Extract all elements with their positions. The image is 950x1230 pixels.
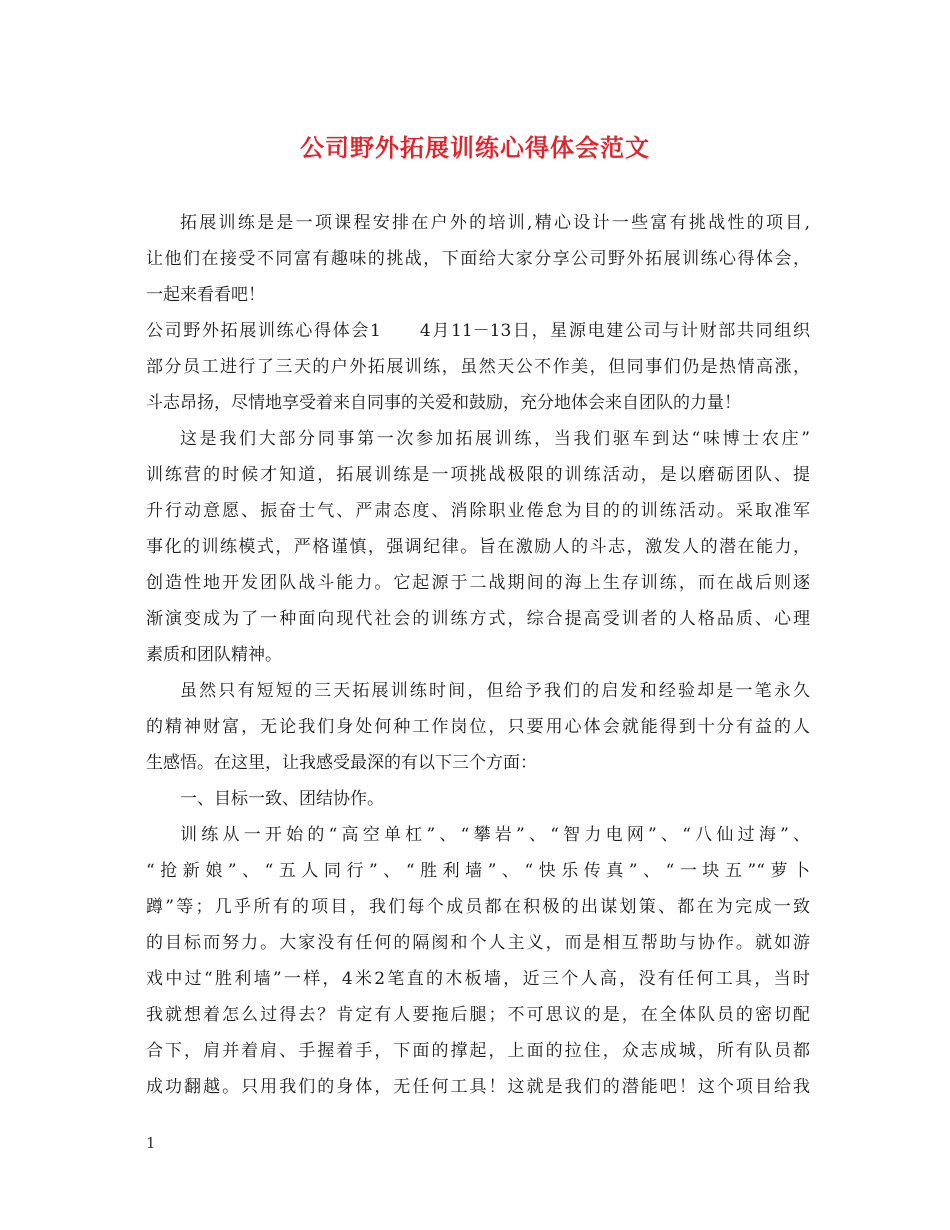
text-line: 这是我们大部分同事第一次参加拓展训练，当我们驱车到达“味博士农庄” [180,429,810,449]
text-line: 一起来看看吧！ [146,285,265,305]
text-line: 的目标而努力。大家没有任何的隔阂和个人主义，而是相互帮助与协作。就如游 [146,933,810,953]
text-line: 虽然只有短短的三天拓展训练时间，但给予我们的启发和经验却是一笔永久 [180,681,810,701]
text-line: 拓展训练是是一项课程安排在户外的培训,精心设计一些富有挑战性的项目, [180,213,810,233]
text-line: 戏中过“胜利墙”一样，4米2笔直的木板墙，近三个人高，没有任何工具，当时 [146,969,810,989]
text-line: 生感悟。在这里，让我感受最深的有以下三个方面： [146,753,537,773]
document-title: 公司野外拓展训练心得体会范文 [300,133,650,162]
text-line: 让他们在接受不同富有趣味的挑战，下面给大家分享公司野外拓展训练心得体会， [146,249,810,269]
text-line: 公司野外拓展训练心得体会1 4月11－13日，星源电建公司与计财部共同组织 [146,321,810,341]
text-line: 渐演变成为了一种面向现代社会的训练方式，综合提高受训者的人格品质、心理 [146,609,810,629]
text-line: 斗志昂扬，尽情地享受着来自同事的关爱和鼓励，充分地体会来自团队的力量！ [146,393,741,413]
text-line: 创造性地开发团队战斗能力。它起源于二战期间的海上生存训练，而在战后则逐 [146,573,810,593]
text-line: 蹲”等；几乎所有的项目，我们每个成员都在积极的出谋划策、都在为完成一致 [146,897,810,917]
page-number: 1 [146,1134,156,1152]
text-line: 合下，肩并着肩、手握着手，下面的撑起，上面的拉住，众志成城，所有队员都 [146,1041,810,1061]
text-line: 我就想着怎么过得去？肯定有人要拖后腿；不可思议的是，在全体队员的密切配 [146,1005,810,1025]
text-line: 部分员工进行了三天的户外拓展训练，虽然天公不作美，但同事们仍是热情高涨， [146,357,810,377]
text-line: “抢新娘”、“五人同行”、“胜利墙”、“快乐传真”、“一块五”“萝卜 [146,861,810,881]
document-body [146,205,810,1105]
text-line: 素质和团队精神。 [146,645,282,665]
text-line: 的精神财富，无论我们身处何种工作岗位，只要用心体会就能得到十分有益的人 [146,717,810,737]
text-line: 成功翻越。只用我们的身体，无任何工具！这就是我们的潜能吧！这个项目给我 [146,1077,810,1097]
text-line: 训练从一开始的“高空单杠”、“攀岩”、“智力电网”、“八仙过海”、 [180,825,810,845]
text-line: 一、目标一致、团结协作。 [180,789,384,809]
text-line: 训练营的时候才知道，拓展训练是一项挑战极限的训练活动，是以磨砺团队、提 [146,465,810,485]
text-line: 升行动意愿、振奋士气、严肃态度、消除职业倦怠为目的的训练活动。采取准军 [146,501,810,521]
text-line: 事化的训练模式，严格谨慎，强调纪律。旨在激励人的斗志，激发人的潜在能力， [146,537,810,557]
